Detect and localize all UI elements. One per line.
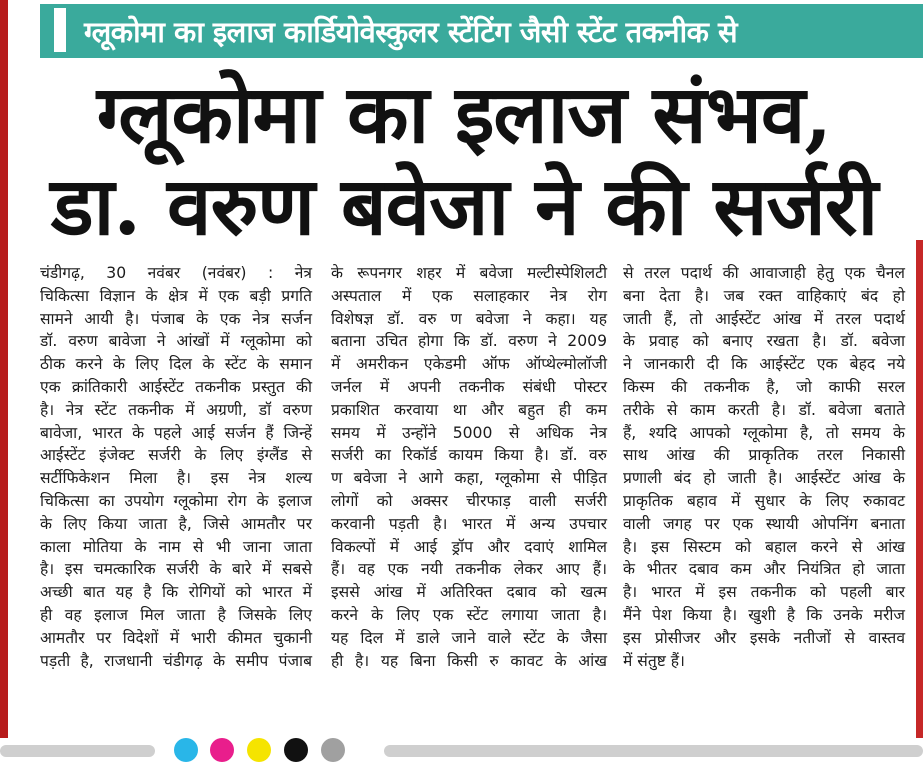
article-line: चंडीगढ़, 30 नवंबर (नवंबर) : नेत्र [40,264,312,282]
article-line: साथ आंख की प्राकृतिक तरल निकासी [623,446,905,465]
article-line: ने जानकारी दी कि आईस्टेंट एक बेहद नये [623,355,905,374]
article-line: डॉ. वरुण बावेजा ने आंखों में ग्लूकोमा को [40,332,312,351]
article-column-3 [623,262,905,672]
article-column-1 [40,262,312,672]
right-red-margin [916,240,923,740]
article-line: चिकित्सा विज्ञान के क्षेत्र में एक बड़ी प्रगति [40,286,312,305]
kicker-mark [54,8,66,52]
article-line: विकल्पों में आई ड्रॉप और दवाएं शामिल [331,537,607,556]
article-line: में संतुष्ट हैं। [623,651,685,670]
article-line: ही वह इलाज मिल जाता है जिसके लिए [40,605,312,624]
article-line: है। भारत में इस तकनीक को पहली बार [623,583,905,602]
article-line: के रूपनगर शहर में बवेजा मल्टीस्पेशिलटी [331,264,607,282]
registration-bar-left [0,745,155,757]
article-line: लोगों को अक्सर चीरफाड़ वाली सर्जरी [331,491,607,510]
article-line: ही है। यह बिना किसी रु कावट के आंख [331,651,607,670]
left-red-margin [0,0,8,738]
article-line: वाली जगह पर एक स्थायी ओपनिंग बनाता [623,514,905,533]
article-line: आमतौर पर विदेशों में भारी कीमत चुकानी [40,628,312,647]
article-column-2 [331,262,607,672]
article-line: अच्छी बात यह है कि रोगियों को भारत में [40,583,312,602]
article-line: पड़ती है, राजधानी चंडीगढ़ के समीप पंजाब [40,651,312,670]
article-line: सर्टीफिकेशन मिला है। इस नेत्र शल्य [40,469,312,488]
article-line: है। इस चमत्कारिक सर्जरी के बारे में सबसे [40,560,312,579]
article-line: के लिए किया जाता है, जिसे आमतौर पर [40,514,312,533]
article-line: चिकित्सा का उपयोग ग्लूकोमा रोग के इलाज [40,491,312,510]
article-line: सामने आयी है। पंजाब के एक नेत्र सर्जन [40,309,312,328]
article-line: एक क्रांतिकारी आईस्टेंट तकनीक प्रस्तुत की [40,377,312,396]
article-line: हैं, श्यदि आपको ग्लूकोमा है, तो समय के [623,423,905,442]
article-line: बताना उचित होगा कि डॉ. वरुण ने 2009 [331,332,607,351]
registration-dot-magenta [210,738,234,762]
article-line: है। इस सिस्टम को बहाल करने से आंख [623,537,905,556]
article-line: विशेषज्ञ डॉ. वरु ण बवेजा ने कहा। यह [331,309,607,328]
registration-dot-grey [321,738,345,762]
article-line: आईस्टेंट इंजेक्ट सर्जरी के लिए इंग्लैंड से [40,446,312,465]
article-line: में अमरीकन एकेडमी ऑफ ऑप्थेल्मोलॉजी [331,355,607,374]
article-line: प्रणाली बंद हो जाती है। आईस्टेंट आंख के [623,469,905,488]
registration-dot-black [284,738,308,762]
article-line: है। नेत्र स्टेंट तकनीक में अग्रणी, डॉ वरुण [40,400,312,419]
article-line: यह दिल में डाले जाने वाले स्टेंट के जैसा [331,628,607,647]
article-line: के भीतर दबाव कम और नियंत्रित हो जाता [623,560,905,579]
headline-line-2: डा. वरुण बवेजा ने की सर्जरी [50,159,878,253]
article-line: मैंने पेश किया है। खुशी है कि उनके मरीज [623,605,905,624]
article-line: जर्नल में अपनी तकनीक संबंधी पोस्टर [331,377,607,396]
article-line: करवानी पड़ती है। भारत में अन्य उपचार [331,514,607,533]
kicker-banner [40,4,923,58]
article-line: के प्रवाह को बनाए रखता है। डॉ. बवेजा [623,332,905,351]
article-line: प्रकाशित करवाया था और बहुत ही कम [331,400,607,419]
article-line: इससे आंख में अतिरिक्त दबाव को खत्म [331,583,607,602]
registration-dot-cyan [174,738,198,762]
article-line: तरीके से काम करती है। डॉ. बवेजा बताते [623,400,905,419]
kicker-text: ग्लूकोमा का इलाज कार्डियोवेस्कुलर स्टेंटिंग जैसी स्टेंट तकनीक से [84,14,738,49]
article-line: अस्पताल में एक सलाहकार नेत्र रोग [331,286,607,305]
article-line: काला मोतिया के नाम से भी जाना जाता [40,537,312,556]
article-line: जाती हैं, तो आईस्टेंट आंख में तरल पदार्थ [623,309,905,328]
article-line: बना देता है। जब रक्त वाहिकाएं बंद हो [623,286,905,305]
article-line: किस्म की तकनीक है, जो काफी सरल [623,377,905,396]
registration-bar-right [384,745,923,757]
article-line: ण बवेजा ने आगे कहा, ग्लूकोमा से पीड़ित [331,469,607,488]
article-line: इस प्रोसीजर और इसके नतीजों से वास्तव [623,628,905,647]
article-line: करने के लिए एक स्टेंट लगाया जाता है। [331,605,607,624]
article-line: ठीक करने के लिए दिल के स्टेंट के समान [40,355,312,374]
article-line: सर्जरी का रिकॉर्ड कायम किया है। डॉ. वरु [331,446,607,465]
article-line: हैं। वह एक नयी तकनीक लेकर आए हैं। [331,560,607,579]
article-line: से तरल पदार्थ की आवाजाही हेतु एक चैनल [623,264,905,282]
headline-line-1: ग्लूकोमा का इलाज संभव, [96,67,832,161]
headline [14,68,914,252]
article-line: बावेजा, भारत के पहले आई सर्जन हैं जिन्हें [40,423,312,442]
registration-dot-yellow [247,738,271,762]
article-line: समय में उन्होंने 5000 से अधिक नेत्र [331,423,607,442]
article-line: प्राकृतिक बहाव में सुधार के लिए रुकावट [623,491,905,510]
